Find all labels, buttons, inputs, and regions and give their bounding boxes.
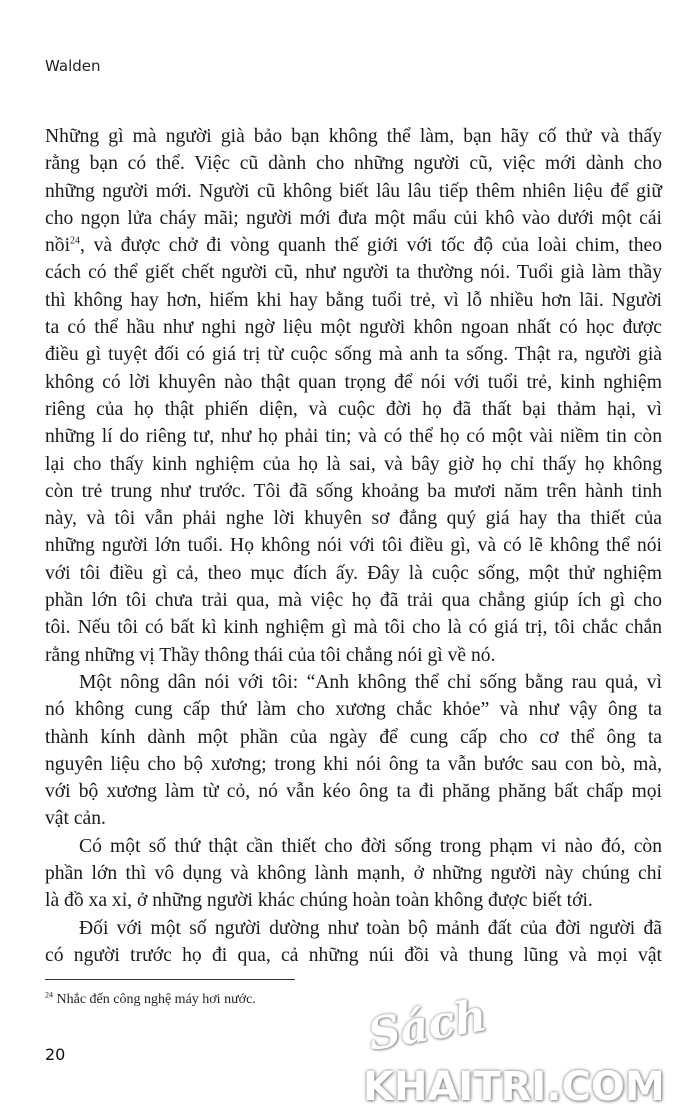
text-line: thành kính dành một phần của ngày để cung cấp cho cơ thể ông ta: [45, 726, 662, 748]
footnote-reference[interactable]: 24: [70, 235, 81, 247]
paragraph: [45, 669, 662, 833]
text-fragment: nồi: [45, 235, 71, 257]
text-line: với tôi điều gì cả, theo mục đích ấy. Đây là cuộc sống, một thử nghiệm: [45, 562, 662, 584]
paragraph: [45, 915, 662, 970]
text-line: lại cho thấy kinh nghiệm của họ là sai, và bây giờ họ chỉ thấy họ không: [45, 453, 662, 475]
text-line: rằng những vị Thầy thông thái của tôi chẳng nói gì về nó.: [45, 644, 496, 666]
text-line: phần lớn thì vô dụng và không lành mạnh, ở những người này chúng chỉ: [45, 863, 662, 885]
text-line: tôi. Nếu tôi có bất kì kinh nghiệm gì mà tôi cho là có giá trị, tôi chắc chắn: [45, 617, 662, 639]
text-line: này, và tôi vẫn phải nghe lời khuyên sơ đẳng quý giá hay tha thiết của: [45, 508, 662, 530]
text-line: cách có thể giết chết người cũ, như người ta thường nói. Tuổi già làm thầy: [45, 262, 662, 284]
text-fragment: , và được chở đi vòng quanh thế giới với tốc độ của loài chim, theo: [80, 235, 662, 257]
watermark-script: Sách: [364, 990, 491, 1061]
text-line: Đối với một số người dường như toàn bộ mảnh đất của đời người đã: [79, 917, 662, 939]
text-line: ta có thể hầu như nghi ngờ liệu một người khôn ngoan nhất có học được: [45, 317, 662, 339]
text-line: Có một số thứ thật cần thiết cho đời sống trong phạm vi nào đó, còn: [79, 835, 662, 857]
text-line: thì không hay hơn, hiếm khi hay bằng tuổi trẻ, vì lỗ nhiều hơn lãi. Người: [45, 289, 662, 311]
text-line: nguyên liệu cho bộ xương; trong khi nói ông ta vẫn bước sau con bò, mà,: [45, 753, 662, 775]
text-line: riêng của họ thật phiến diện, và cuộc đời họ đã thất bại thảm hại, vì: [45, 398, 662, 420]
running-header: Walden: [45, 57, 101, 75]
watermark-brand: KHAITRI.COM: [363, 1064, 665, 1110]
text-line: là đồ xa xỉ, ở những người khác chúng hoàn toàn không được biết tới.: [45, 890, 593, 912]
text-line: vật cản.: [45, 808, 106, 830]
text-line: [45, 232, 662, 259]
paragraph: [45, 833, 662, 915]
text-line: những người mới. Người cũ không biết lâu lâu tiếp thêm nhiên liệu để giữ: [45, 180, 662, 202]
text-line: không có lời khuyên nào thật quan trọng để nói với tuổi trẻ, kinh nghiệm: [45, 371, 662, 393]
text-line: Một nông dân nói với tôi: “Anh không thể chỉ sống bằng rau quả, vì: [79, 671, 662, 693]
footnote-text: Nhắc đến công nghệ máy hơi nước.: [53, 992, 256, 1007]
footnote-marker: 24: [45, 990, 53, 1000]
text-line: còn trẻ trung như trước. Tôi đã sống khoảng ba mươi năm trên hành tinh: [45, 480, 662, 502]
text-line: cho ngọn lửa cháy mãi; người mới đưa một mẩu củi khô vào dưới một cái: [45, 207, 662, 229]
text-line: Những gì mà người già bảo bạn không thể làm, bạn hãy cố thử và thấy: [45, 126, 662, 147]
text-line: điều gì tuyệt đối có giá trị từ cuộc sống mà anh ta sống. Thật ra, người già: [45, 344, 662, 366]
page-number: 20: [45, 1045, 66, 1064]
paragraph: [45, 123, 662, 669]
text-line: có người trước họ đi qua, cả những núi đồi và thung lũng và mọi vật: [45, 944, 662, 966]
text-line: phần lớn tôi chưa trải qua, mà việc họ đã trải qua chẳng giúp ích gì cho: [45, 590, 662, 612]
text-line: những lí do riêng tư, như họ phải tin; và có thể họ có một vài niềm tin còn: [45, 426, 662, 448]
text-line: những người lớn tuổi. Họ không nói với tôi điều gì, và có lẽ không thể nói: [45, 535, 662, 557]
footnote: [45, 992, 256, 1008]
body-text: [45, 123, 662, 969]
text-line: rằng bạn có thể. Việc cũ dành cho những người cũ, việc mới dành cho: [45, 153, 662, 175]
footnote-separator: [45, 979, 295, 980]
text-line: nó không cung cấp thứ làm cho xương chắc khỏe” và như vậy ông ta: [45, 699, 662, 721]
text-line: với bộ xương làm từ cỏ, nó vẫn kéo ông ta đi phăng phăng bất chấp mọi: [45, 781, 662, 803]
